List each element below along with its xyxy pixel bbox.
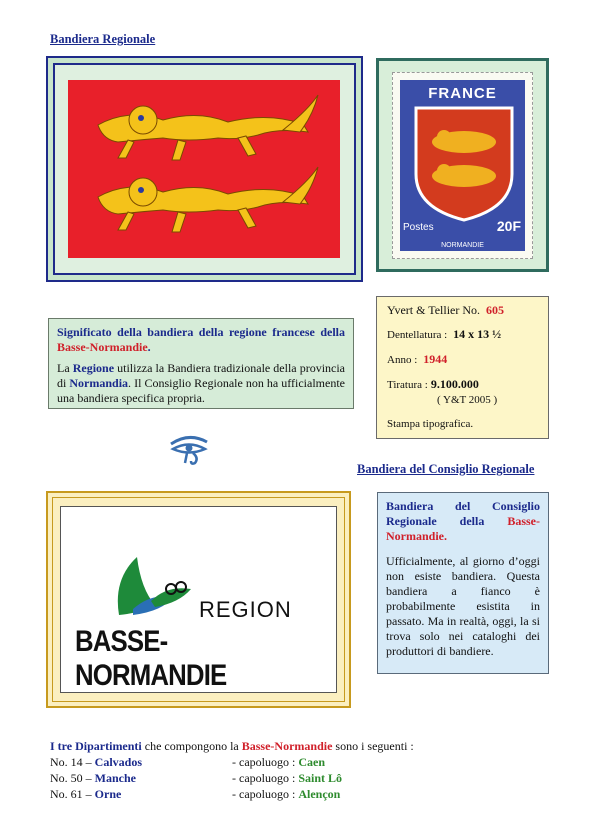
stamp-postes-label: Postes bbox=[403, 222, 434, 233]
stamp bbox=[392, 72, 533, 259]
region-logo-graphic bbox=[111, 549, 201, 621]
department-number: No. 61 – bbox=[50, 787, 95, 801]
print-run-note: ( Y&T 2005 ) bbox=[437, 394, 498, 406]
capital-label: - capoluogo : bbox=[232, 787, 299, 801]
logo-word-region: REGION bbox=[199, 597, 292, 622]
council-title: Bandiera del Consiglio Regionale della Basse-Normandie. bbox=[386, 499, 540, 543]
department-row bbox=[50, 754, 570, 770]
departments-section bbox=[50, 738, 570, 802]
departments-list bbox=[50, 754, 570, 802]
stamp-country: FRANCE bbox=[428, 85, 497, 102]
department-name: Calvados bbox=[94, 755, 143, 769]
department-row bbox=[50, 770, 570, 786]
section-title-council-flag: Bandiera del Consiglio Regionale bbox=[357, 462, 535, 476]
department-name: Orne bbox=[94, 787, 122, 801]
normandy-flag bbox=[68, 80, 340, 258]
department-number: No. 14 – bbox=[50, 755, 95, 769]
regional-flag-frame bbox=[46, 56, 363, 282]
department-row bbox=[50, 786, 570, 802]
council-paragraph: Ufficialmente, al giorno d’oggi non esiste bandiera. Questa bandiera a fianco è probabilmente esistita in passato. Ma in realtà, oggi, la si trova solo nei cataloghi dei produttori di bandiere. bbox=[386, 554, 540, 658]
stamp-frame bbox=[376, 58, 549, 272]
perforation-line: Dentellatura : 14 x 13 ½ bbox=[387, 327, 502, 341]
council-flag bbox=[60, 506, 337, 693]
departments-intro: I tre Dipartimenti che compongono la Basse-Normandie sono i seguenti : bbox=[50, 739, 414, 753]
department-capital: Caen bbox=[298, 755, 325, 769]
flag-meaning-box bbox=[48, 318, 354, 409]
section-title-regional-flag: Bandiera Regionale bbox=[50, 32, 156, 46]
stamp-value: 20F bbox=[496, 218, 521, 234]
department-capital: Saint Lô bbox=[298, 771, 343, 785]
stamp-name: NORMANDIE bbox=[441, 242, 484, 249]
stamp-info-box bbox=[376, 296, 549, 439]
council-flag-frame bbox=[46, 491, 351, 708]
print-method: Stampa tipografica. bbox=[387, 418, 474, 430]
department-capital: Alençon bbox=[298, 787, 341, 801]
eye-of-horus-icon bbox=[167, 434, 211, 466]
capital-label: - capoluogo : bbox=[232, 755, 299, 769]
department-number: No. 50 – bbox=[50, 771, 95, 785]
year-line: Anno : 1944 bbox=[387, 352, 448, 366]
council-flag-box bbox=[377, 492, 549, 674]
regione-term: Regione bbox=[72, 361, 115, 375]
normandia-term: Normandia bbox=[69, 376, 129, 390]
region-name: Basse-Normandie bbox=[57, 340, 148, 354]
catalog-line: Yvert & Tellier No. 605 bbox=[387, 303, 505, 317]
department-name: Manche bbox=[94, 771, 136, 785]
meaning-title: Significato della bandiera della regione francese della Basse-Normandie. bbox=[57, 325, 345, 354]
council-region-name: Basse-Normandie. bbox=[386, 514, 540, 543]
meaning-paragraph: La Regione utilizza la Bandiera tradizionale della provincia di Normandia. Il Consiglio Regionale non ha ufficialmente una bandiera specifica propria. bbox=[57, 361, 346, 405]
capital-label: - capoluogo : bbox=[232, 771, 299, 785]
stamp-shield bbox=[412, 104, 516, 222]
print-run-line: Tiratura : 9.100.000 bbox=[387, 377, 479, 391]
logo-word-basse-normandie: BASSE-NORMANDIE bbox=[75, 625, 227, 692]
